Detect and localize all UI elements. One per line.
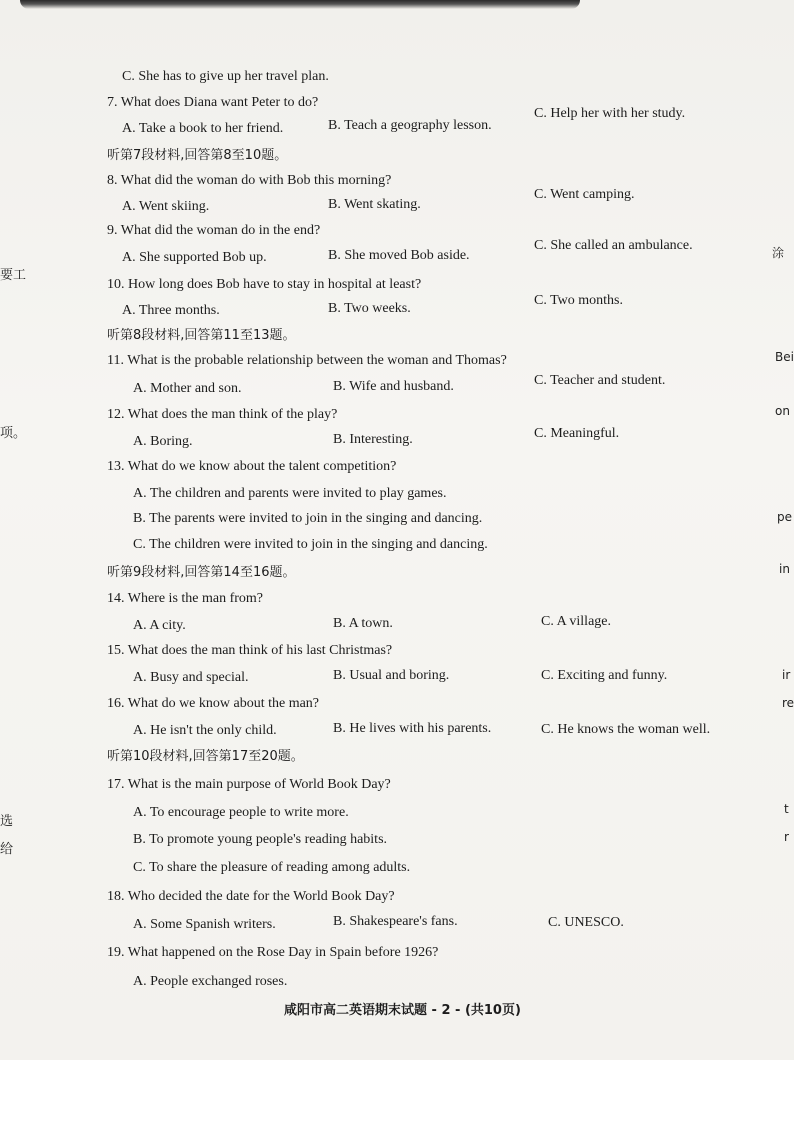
option-19a: A. People exchanged roses. xyxy=(133,974,288,989)
question-8: 8. What did the woman do with Bob this morning? xyxy=(107,173,392,188)
margin-left-text: 给 xyxy=(0,842,14,857)
question-10: 10. How long does Bob have to stay in hospital at least? xyxy=(107,277,422,292)
option-14b: B. A town. xyxy=(333,616,393,631)
option-17c: C. To share the pleasure of reading among adults. xyxy=(133,860,411,875)
question-7: 7. What does Diana want Peter to do? xyxy=(107,95,319,110)
option-7a: A. Take a book to her friend. xyxy=(122,121,284,136)
option-8b: B. Went skating. xyxy=(328,197,421,212)
option-11a: A. Mother and son. xyxy=(133,381,242,396)
page-footer: 咸阳市高二英语期末试题 - 2 - (共10页) xyxy=(284,1003,521,1018)
question-11: 11. What is the probable relationship between the woman and Thomas? xyxy=(107,353,507,368)
option-10a: A. Three months. xyxy=(122,303,220,318)
margin-right-text: in xyxy=(779,562,790,576)
option-9a: A. She supported Bob up. xyxy=(122,250,267,265)
question-12: 12. What does the man think of the play? xyxy=(107,407,338,422)
question-17: 17. What is the main purpose of World Book Day? xyxy=(107,777,391,792)
margin-left-text: 项。 xyxy=(0,426,27,441)
option-16c: C. He knows the woman well. xyxy=(541,722,711,737)
margin-right-text: ir xyxy=(782,668,791,682)
margin-right-text: r xyxy=(784,830,789,844)
margin-left-text: 要工 xyxy=(0,268,27,283)
margin-right-text: re xyxy=(782,696,794,710)
margin-right-text: t xyxy=(784,802,789,816)
option-18a: A. Some Spanish writers. xyxy=(133,917,276,932)
option-18c: C. UNESCO. xyxy=(548,915,624,930)
option-13a: A. The children and parents were invited to play games. xyxy=(133,486,447,501)
section-heading-7: 听第7段材料,回答第8至10题。 xyxy=(107,148,288,163)
section-heading-9: 听第9段材料,回答第14至16题。 xyxy=(107,565,296,580)
question-9: 9. What did the woman do in the end? xyxy=(107,223,321,238)
margin-right-text: 涂 xyxy=(772,246,785,260)
margin-right-text: Bei xyxy=(775,350,794,364)
option-7b: B. Teach a geography lesson. xyxy=(328,118,492,133)
option-14c: C. A village. xyxy=(541,614,611,629)
option-12b: B. Interesting. xyxy=(333,432,413,447)
option-12c: C. Meaningful. xyxy=(534,426,620,441)
option-10c: C. Two months. xyxy=(534,293,623,308)
margin-left-text: 选 xyxy=(0,814,14,829)
margin-right-text: on xyxy=(775,404,790,418)
option-13c: C. The children were invited to join in the singing and dancing. xyxy=(133,537,488,552)
question-13: 13. What do we know about the talent competition? xyxy=(107,459,397,474)
scan-shadow xyxy=(20,0,580,9)
section-heading-10: 听第10段材料,回答第17至20题。 xyxy=(107,749,304,764)
option-15b: B. Usual and boring. xyxy=(333,668,450,683)
option-9b: B. She moved Bob aside. xyxy=(328,248,470,263)
question-14: 14. Where is the man from? xyxy=(107,591,264,606)
option-11b: B. Wife and husband. xyxy=(333,379,454,394)
question-18: 18. Who decided the date for the World Book Day? xyxy=(107,889,395,904)
question-16: 16. What do we know about the man? xyxy=(107,696,320,711)
question-15: 15. What does the man think of his last Christmas? xyxy=(107,643,393,658)
option-12a: A. Boring. xyxy=(133,434,193,449)
option-6c: C. She has to give up her travel plan. xyxy=(122,69,329,84)
margin-right-text: pe xyxy=(777,510,792,524)
option-14a: A. A city. xyxy=(133,618,186,633)
option-10b: B. Two weeks. xyxy=(328,301,411,316)
option-16a: A. He isn't the only child. xyxy=(133,723,277,738)
option-7c: C. Help her with her study. xyxy=(534,106,686,121)
option-17b: B. To promote young people's reading habits. xyxy=(133,832,388,847)
option-8a: A. Went skiing. xyxy=(122,199,210,214)
option-18b: B. Shakespeare's fans. xyxy=(333,914,458,929)
option-13b: B. The parents were invited to join in the singing and dancing. xyxy=(133,511,483,526)
option-11c: C. Teacher and student. xyxy=(534,373,666,388)
question-19: 19. What happened on the Rose Day in Spain before 1926? xyxy=(107,945,439,960)
option-9c: C. She called an ambulance. xyxy=(534,238,693,253)
option-15c: C. Exciting and funny. xyxy=(541,668,668,683)
option-17a: A. To encourage people to write more. xyxy=(133,805,349,820)
section-heading-8: 听第8段材料,回答第11至13题。 xyxy=(107,328,296,343)
option-16b: B. He lives with his parents. xyxy=(333,721,492,736)
option-8c: C. Went camping. xyxy=(534,187,635,202)
option-15a: A. Busy and special. xyxy=(133,670,249,685)
